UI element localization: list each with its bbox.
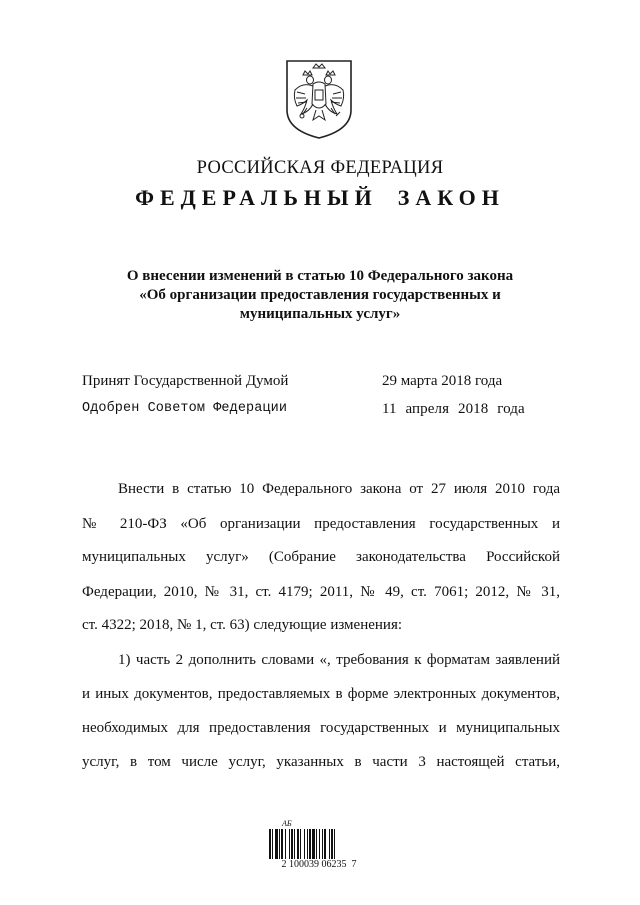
barcode-bar	[331, 829, 333, 859]
barcode-bar	[334, 829, 335, 859]
law-title-line: «Об организации предоставления государственных и	[139, 287, 501, 303]
barcode-bar	[281, 829, 283, 859]
document-type-word2: ЗАКОН	[397, 185, 505, 210]
barcode-bar	[272, 829, 273, 859]
barcode-bar	[279, 829, 280, 859]
body-line: и иных документов, предоставляемых в форме электронных документов,	[82, 686, 560, 702]
country-name: РОССИЙСКАЯ ФЕДЕРАЦИЯ	[196, 158, 444, 178]
barcode-bar	[275, 829, 278, 859]
document-type	[0, 185, 640, 211]
body-line: услуг, в том числе услуг, указанных в части 3 настоящей статьи,	[82, 754, 560, 770]
body-line: необходимых для предоставления государственных и муниципальных	[82, 720, 560, 736]
barcode-bar	[322, 829, 323, 859]
barcode-bar	[269, 829, 271, 859]
body-line: ст. 4322; 2018, № 1, ст. 63) следующие изменения:	[82, 617, 403, 633]
body-line: 1) часть 2 дополнить словами «, требования к форматам заявлений	[118, 652, 560, 668]
barcode-number: 2 100039 06235 7	[281, 859, 357, 870]
barcode-bar	[294, 829, 295, 859]
coat-of-arms-emblem	[283, 58, 355, 140]
barcode-bar	[291, 829, 293, 859]
duma-label: Принят Государственной Думой	[82, 373, 289, 389]
barcode-bar	[289, 829, 290, 859]
barcode-bar	[300, 829, 301, 859]
document-barcode	[266, 819, 372, 871]
body-line: муниципальных услуг» (Собрание законодательства Российской	[82, 549, 560, 565]
barcode-bar	[329, 829, 330, 859]
body-line: № 210-ФЗ «Об организации предоставления государственных и	[82, 516, 560, 532]
law-title	[60, 267, 580, 324]
barcode-bar	[309, 829, 311, 859]
adoption-council-row	[82, 401, 562, 421]
law-title-line: О внесении изменений в статью 10 Федерального закона	[126, 268, 514, 284]
barcode-bars	[268, 829, 370, 859]
barcode-bar	[297, 829, 299, 859]
council-label: Одобрен Советом Федерации	[82, 401, 288, 416]
barcode-bar	[304, 829, 305, 859]
duma-date: 29 марта 2018 года	[382, 373, 503, 389]
barcode-bar	[285, 829, 286, 859]
law-title-line: муниципальных услуг»	[239, 306, 401, 322]
council-date: 11 апреля 2018 года	[382, 401, 525, 417]
body-line: Внести в статью 10 Федерального закона от 27 июля 2010 года	[118, 481, 560, 497]
barcode-mark: АБ	[282, 819, 292, 828]
barcode-bar	[312, 829, 315, 859]
barcode-bar	[307, 829, 308, 859]
barcode-bar	[324, 829, 326, 859]
document-type-word1: ФЕДЕРАЛЬНЫЙ	[135, 185, 378, 210]
barcode-bar	[316, 829, 317, 859]
barcode-bar	[319, 829, 320, 859]
adoption-duma-row	[82, 373, 562, 393]
body-line: Федерации, 2010, № 31, ст. 4179; 2011, № 49, ст. 7061; 2012, № 31,	[82, 584, 560, 600]
